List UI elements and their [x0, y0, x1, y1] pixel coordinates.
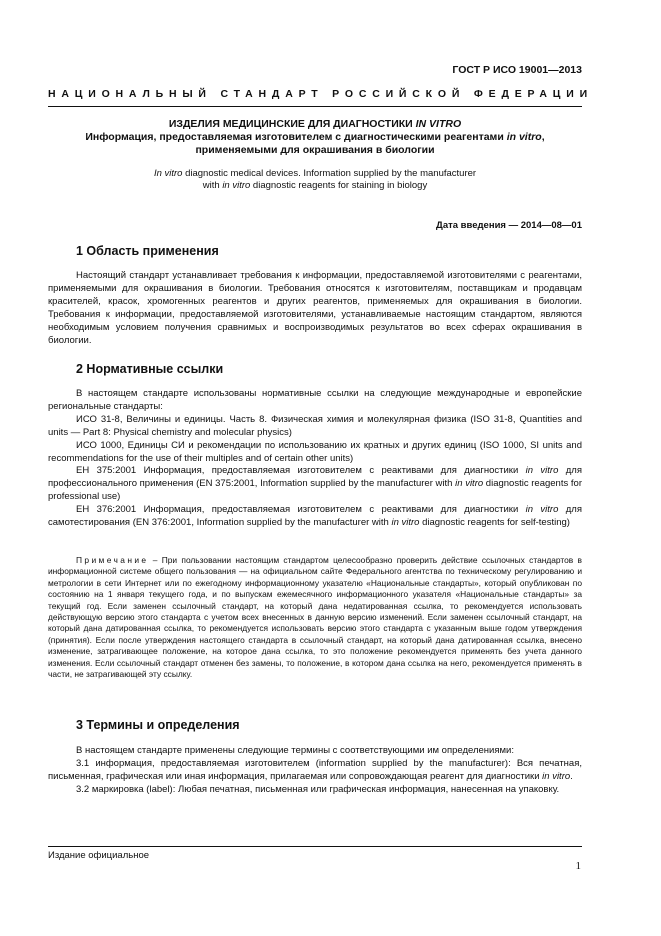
- section-3-heading: 3 Термины и определения: [76, 718, 240, 732]
- title-line-3: применяемыми для окрашивания в биологии: [195, 144, 435, 156]
- official-edition-label: Издание официальное: [48, 850, 150, 861]
- section-2-note: Примечание – При пользовании настоящим стандартом целесообразно проверить действие ссылочных стандартов в информационной системе общего пользования — на официальном сайте Федерального агентства по техническому регулированию и метрологии в сети Интернет или по ежегодному информационному указателю «Национальные стандарты», который опубликован по состоянию на 1 января текущего года, и по выпускам ежемесячного информационного указателя «Национальные стандарты» за текущий год. Если заменен ссылочный стандарт, на который дана недатированная ссылка, то рекомендуется использовать действующую версию этого стандарта с учетом всех внесенных в данную версию изменений. Если заменен ссылочный стандарт, на который дана датированная ссылка, то рекомендуется использовать версию этого стандарта с указанным выше годом утверждения (принятия). Если после утверждения настоящего стандарта в ссылочный стандарт, на который дана датированная ссылка, внесено изменение, затрагивающее положение, на которое дана ссылка, то это положение рекомендуется применять без учета данного изменения. Если ссылочный стандарт отменен без замены, то положение, в котором дана ссылка на него, рекомендуется применять в части, не затрагивающей эту ссылку.: [48, 555, 582, 680]
- section-1-heading: 1 Область применения: [76, 244, 219, 258]
- reference-iso-31-8: ИСО 31-8, Величины и единицы. Часть 8. Физическая химия и молекулярная физика (ISO 31-8, Quantities and units — Part 8: Physical chemistry and molecular physics): [48, 413, 582, 438]
- reference-en-375: ЕН 375:2001 Информация, предоставляемая изготовителем с реактивами для диагностики in vitro для профессионального применения (EN 375:2001, Information supplied by the manufacturer with in vitro diagnostic reagents for professional use): [48, 465, 582, 503]
- header-divider: [48, 106, 582, 107]
- section-3-text: В настоящем стандарте применены следующие термины с соответствующими им определениями: 3.1 информация, предоставляемая изготовителем (information supplied by the manufacturer): Вся печатная, письменная, графическая или иная информация, прилагаемая или сопровождающая реагент для диагностики in vitro. 3.2 маркировка (label): Любая печатная, письменная или графическая информация, нанесенная на упаковку.: [48, 745, 582, 795]
- introduction-date: Дата введения — 2014—08—01: [436, 220, 582, 231]
- term-3-2: 3.2 маркировка (label): Любая печатная, письменная или графическая информация, нанесенная на упаковку.: [76, 783, 560, 795]
- section-1-text: Настоящий стандарт устанавливает требования к информации, предоставляемой изготовителями с реагентами, применяемыми для окрашивания в биологии. Требования относятся к изготовителям, поставщикам и продавцам красителей, красок, хромогенных реагентов и других реагентов, применяемых для окрашивания в биологии. Требования к информации, предоставляемой изготовителями, устанавливаемые настоящим стандартом, являются необходимым условием получения сравнимых и воспроизводимых результатов во всех сферах окрашивания в биологии.: [48, 270, 582, 346]
- title-line-2: Информация, предоставляемая изготовителем с диагностическими реагентами in vitro,: [85, 131, 545, 143]
- section-2-heading: 2 Нормативные ссылки: [76, 362, 224, 376]
- national-standard-line: НАЦИОНАЛЬНЫЙ СТАНДАРТ РОССИЙСКОЙ ФЕДЕРАЦИИ: [48, 88, 593, 100]
- term-3-1: 3.1 информация, предоставляемая изготовителем (information supplied by the manufacturer): Вся печатная, письменная, графическая или иная информация, прилагаемая или сопровождающая реагент для диагностики in vitro.: [48, 757, 582, 782]
- reference-iso-1000: ИСО 1000, Единицы СИ и рекомендации по использованию их кратных и других единиц (ISO 1000, SI units and recommendations for the use of their multiples and of certain other units): [48, 439, 582, 464]
- document-title: [48, 118, 582, 157]
- page-number: 1: [575, 860, 581, 872]
- note-label: Примечание: [76, 555, 149, 565]
- reference-en-376: ЕН 376:2001 Информация, предоставляемая изготовителем с реактивами для диагностики in vitro для самотестирования (EN 376:2001, Information supplied by the manufacturer with in vitro diagnostic reagents for self-testing): [48, 504, 582, 529]
- section-2-text: В настоящем стандарте использованы нормативные ссылки на следующие международные и европейские региональные стандарты: ИСО 31-8, Величины и единицы. Часть 8. Физическая химия и молекулярная физика (ISO 31-8, Quantities and units — Part 8: Physical chemistry and molecular physics) ИСО 1000, Единицы СИ и рекомендации по использованию их кратных и других единиц (ISO 1000, SI units and recommendations for the use of their multiples and of certain other units) ЕН 375:2001 Информация, предоставляемая изготовителем с реактивами для диагностики in vitro для профессионального применения (EN 375:2001, Information supplied by the manufacturer with in vitro diagnostic reagents for professional use) ЕН 376:2001 Информация, предоставляемая изготовителем с реактивами для диагностики in vitro для самотестирования (EN 376:2001, Information supplied by the manufacturer with in vitro diagnostic reagents for self-testing): [48, 388, 582, 529]
- footer-divider: [48, 846, 582, 847]
- title-line-1: ИЗДЕЛИЯ МЕДИЦИНСКИЕ ДЛЯ ДИАГНОСТИКИ IN VITRO: [168, 118, 462, 130]
- document-code: ГОСТ Р ИСО 19001—2013: [452, 64, 582, 76]
- english-title: In vitro diagnostic medical devices. Information supplied by the manufacturer with in vitro diagnostic reagents for staining in biology: [153, 168, 477, 191]
